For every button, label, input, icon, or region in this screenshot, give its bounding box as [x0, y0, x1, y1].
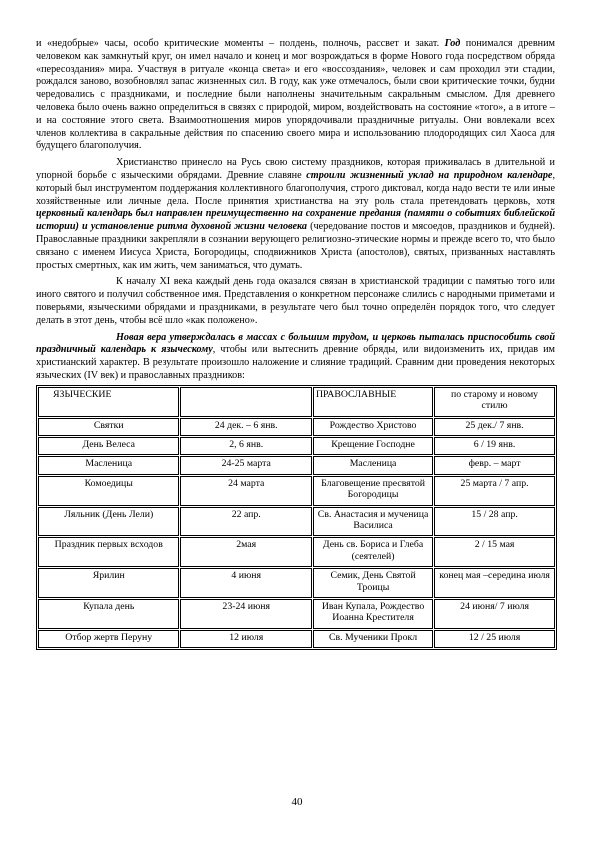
table-header-row — [38, 387, 555, 417]
table-row — [38, 568, 555, 598]
header-orthodox: ПРАВОСЛАВНЫЕ — [313, 387, 433, 417]
cell-orthodox: Св. Мученики Прокл — [313, 630, 433, 648]
cell-pagan-date: 22 апр. — [180, 507, 312, 537]
cell-pagan-date: 24-25 марта — [180, 456, 312, 474]
cell-pagan-date: 2, 6 янв. — [180, 437, 312, 455]
p1-text-a: и «недобрые» часы, особо критические моменты – полдень, полночь, рассвет и закат. — [36, 38, 445, 49]
cell-pagan: Отбор жертв Перуну — [38, 630, 179, 648]
cell-orthodox: Крещение Господне — [313, 437, 433, 455]
cell-pagan-date: 2мая — [180, 537, 312, 567]
cell-pagan: Купала день — [38, 599, 179, 629]
table-row — [38, 507, 555, 537]
table-row — [38, 537, 555, 567]
table-row — [38, 476, 555, 506]
p4-emphasis: Новая вера утверждалась в массах с большим трудом, и церковь пыталась приспособить свой праздничный календарь к языческому — [36, 331, 555, 356]
p2-emphasis-2: церковный календарь был направлен преимущественно на сохранение предания (памяти о событиях библейской истории) и установление ритма духовной жизни человека — [36, 208, 555, 233]
cell-orthodox-date: 25 марта / 7 апр. — [434, 476, 555, 506]
cell-orthodox-date: 12 / 25 июля — [434, 630, 555, 648]
cell-pagan: Ярилин — [38, 568, 179, 598]
table-row — [38, 456, 555, 474]
cell-orthodox: Благовещение пресвятой Богородицы — [313, 476, 433, 506]
cell-orthodox: День св. Бориса и Глеба (сеятелей) — [313, 537, 433, 567]
paragraph-4 — [36, 332, 555, 383]
cell-pagan: Ляльник (День Лели) — [38, 507, 179, 537]
paragraph-2 — [36, 157, 555, 272]
p2-emphasis-1: строили жизненный уклад на природном календаре — [306, 169, 553, 181]
page-number: 40 — [291, 796, 303, 808]
table-row — [38, 630, 555, 648]
cell-orthodox: Св. Анастасия и мученица Василиса — [313, 507, 433, 537]
cell-pagan: Праздник первых всходов — [38, 537, 179, 567]
p1-emphasis: Год — [444, 38, 461, 49]
table-row — [38, 418, 555, 436]
cell-pagan-date: 4 июня — [180, 568, 312, 598]
cell-pagan: Комоедицы — [38, 476, 179, 506]
p4-text: , чтобы или вытеснить древние обряды, или видоизменить их, придав им христианский характер. В результате произошло наложение и слияние традиций. Сравним дни проведения некоторых языческих (IV век) и православных праздников: — [36, 344, 555, 381]
cell-pagan-date: 12 июля — [180, 630, 312, 648]
cell-orthodox-date: 25 дек./ 7 янв. — [434, 418, 555, 436]
cell-orthodox: Семик, День Святой Троицы — [313, 568, 433, 598]
cell-pagan: День Велеса — [38, 437, 179, 455]
cell-pagan: Святки — [38, 418, 179, 436]
p2-text-a: Христианство принесло на Русь свою систему праздников, которая приживалась в длительной и упорной борьбе с языческими обрядами. Древние славяне — [36, 157, 555, 181]
table-row — [38, 599, 555, 629]
paragraph-1 — [36, 38, 555, 153]
cell-pagan-date: 24 дек. – 6 янв. — [180, 418, 312, 436]
table-row — [38, 437, 555, 455]
cell-orthodox: Масленица — [313, 456, 433, 474]
header-style-dates: по старому и новому стилю — [434, 387, 555, 417]
cell-orthodox-date: конец мая –середина июля — [434, 568, 555, 598]
cell-orthodox-date: 6 / 19 янв. — [434, 437, 555, 455]
cell-orthodox-date: февр. – март — [434, 456, 555, 474]
p2-text-b: , который был инструментом поддержания коллективного благополучия, строго диктовал, когда надо вести те или иные хозяйственные или личные дела. После принятия христианства на эту роль стала претендовать церковь, хотя — [36, 169, 555, 207]
cell-orthodox: Иван Купала, Рождество Иоанна Крестителя — [313, 599, 433, 629]
p2-text-c: (чередование постов и мясоедов, праздников и будней). Православные праздники закрепляли в сознании верующего религиозно-этические нормы и прежде всего то, что было связано с именем Иисуса Христа, Богородицы, сподвижников Христа (апостолов), святых, призванных наставлять простых смертных, как им жить, чем заниматься, что думать. — [36, 221, 555, 271]
paragraph-3 — [36, 276, 555, 327]
cell-orthodox-date: 2 / 15 мая — [434, 537, 555, 567]
cell-pagan-date: 23-24 июня — [180, 599, 312, 629]
cell-orthodox: Рождество Христово — [313, 418, 433, 436]
p3-text: К началу XI века каждый день года оказался связан в христианской традиции с памятью того или иного святого и получил собственное имя. Представления о конкретном персонаже слились с народными приметами и поверьями, языческими обрядами и праздниками, в результате чего был точно определён порядок того, что следует делать в этот день, чтобы всё шло «как положено». — [36, 276, 555, 326]
cell-pagan: Масленица — [38, 456, 179, 474]
cell-orthodox-date: 15 / 28 апр. — [434, 507, 555, 537]
holidays-table — [36, 385, 557, 651]
cell-orthodox-date: 24 июня/ 7 июля — [434, 599, 555, 629]
cell-pagan-date: 24 марта — [180, 476, 312, 506]
header-pagan-dates — [180, 387, 312, 417]
header-pagan: ЯЗЫЧЕСКИЕ — [38, 387, 179, 417]
p1-text-b: понимался древним человеком как замкнутый круг, он имел начало и конец и мог возрождаться в форме Нового года посредством обряда «пересоздания» мира. Участвуя в ритуале «конца света» и его «воссоздания», человек и сам проходил эти стадии, рождался заново, возобновлял запас жизненных сил. В году, как уже отмечалось, были свои критические точки, будни чередовались с праздниками, и последние были наполнены значительным сакральным смыслом. Для древнего человека было очень важно определиться в связях с природой, миром, воздействовать на состояние «того», а в итоге – и на состояние этого света. Взаимоотношения миров упорядочивали праздничные ритуалы. Они вовлекали всех членов коллектива в сакральные действия по спасению своего мира и использованию плодородящих сил Хаоса для будущего благополучия. — [36, 38, 555, 152]
